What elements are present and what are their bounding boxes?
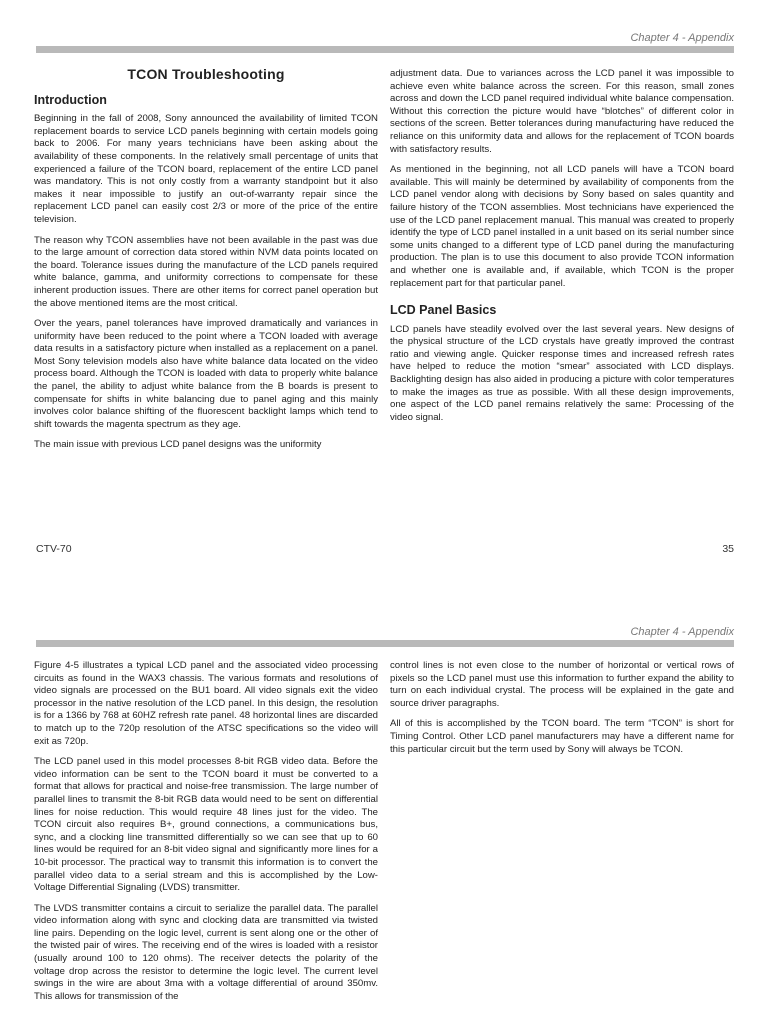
paragraph: The main issue with previous LCD panel designs was the uniformity [34,439,322,451]
paragraph: The LCD panel used in this model processes 8-bit RGB video data. Before the video information can be sent to the TCON board it must be converted to a format that allows for practical and noise-free transmission. The large number of parallel lines to transmit the 8-bit RGB data would need to be sent on differential lines for noise reduction. This would require 48 lines just for the video. The TCON circuit also requires B+, ground connections, a communications bus, sync, and a clocking line transmitted differentially so we can see that up to 60 lines would be required for an 8-bit video signal and significantly more lines for a 10-bit processor. The practical way to transmit this information is to convert the parallel video data to a serial stream and this is accomplished by the Low-Voltage Differential Signaling (LVDS) transmitter. [34,756,378,894]
paragraph: As mentioned in the beginning, not all LCD panels will have a TCON board available. This will mainly be determined by availability of components from the LCD panel vendor along with decisions by Sony based on sales quantity and failure history of the TCON assemblies. Most technicians have experienced the use of the LCD panel replacement manual. This manual was created to properly identify the type of LCD panel installed in a unit based on its serial number since some units changed to a different type of LCD panel during the manufacturing production. The plan is to use this document to also provide TCON information and whether one is available and, if available, which TCON is the proper replacement part for that particular panel. [390,164,734,289]
paragraph: All of this is accomplished by the TCON board. The term “TCON” is short for Timing Control. Other LCD panel manufacturers may have a different name for this particular circuit but the term used by Sony will always be TCON. [390,718,734,755]
paragraph: LCD panels have steadily evolved over the last several years. New designs of the physical structure of the LCD crystals have greatly improved the contrast ratio and viewing angle. Quicker response times and increased refresh rates have helped to reduce the motion “smear” associated with LCD displays. Backlighting design has also aided in producing a picture with color temperatures to make the images as true as possible. With all these design improvements, one aspect of the LCD panel remains relatively the same: Processing of the video signal. [390,323,734,423]
header-rule [36,46,734,53]
paragraph: adjustment data. Due to variances across the LCD panel it was impossible to achieve even white balance across the screen. For this reason, small zones across and down the LCD panel required individual white balance compensation. Without this correction the picture would have “blotches” of different color in sections of the screen. Better tolerances during manufacturing have reduced the reliance on this uniformity data and allows for the replacement of TCON boards with satisfactory results. [390,68,734,155]
section-heading-introduction: Introduction [34,92,107,107]
paragraph: Over the years, panel tolerances have improved dramatically and variances in uniformity have been reduced to the point where a TCON loaded with average data results in a satisfactory picture when installed as a replacement on a panel. Most Sony television models also have white balance data located on the video process board. Although the TCON is loaded with data to properly white balance the panel, the ability to adjust white balance from the B boards is present to compensate for shifts in white balancing due to panel aging and this mainly involves color balance shifting of the fluorescent backlight lamps which tend to shift towards the magenta spectrum as they age. [34,318,378,430]
paragraph: Beginning in the fall of 2008, Sony announced the availability of limited TCON replacement boards to service LCD panels beginning with certain models going back to 2006. For many years technicians have been asking about the availability of these components. In the relatively small percentage of units that experienced a failure of the TCON board, replacement of the entire LCD panel was mandatory. This is not only costly from a warranty standpoint but it also makes it near impossible to justify an out-of-warranty repair since the replacement LCD panel can easily cost 2/3 or more of the price of the entire television. [34,113,378,225]
right-column [390,660,734,764]
right-column [390,68,734,432]
header-rule [36,640,734,647]
paragraph: The reason why TCON assemblies have not been available in the past was due to the large amount of correction data stored within NVM data points located on the board. Tolerance issues during the manufacture of the LCD panels required white balance, gamma, and uniformity corrections to compensate for these inherent production issues. There are other items for correct panel operation but the above mentioned items are the most critical. [34,234,378,309]
left-column [34,660,378,1011]
paragraph: control lines is not even close to the number of horizontal or vertical rows of pixels so the LCD panel must use this information to further expand the ability to turn on each individual crystal. The process will be explained in the gate and source driver paragraphs. [390,660,734,709]
paragraph: The LVDS transmitter contains a circuit to serialize the parallel data. The parallel video information along with sync and clocking data are transmitted via twisted line pairs. Depending on the logic level, current is sent along one or the other of the twisted pair of wires. The receiving end of the wires is loaded with a resistor (usually around 100 to 120 ohms). The receiver detects the polarity of the voltage drop across the resistor to determine the logic level. The current level swings in the wire are about 3ma with a voltage differential of around 350mv. This allows for transmission of the [34,902,378,1002]
footer-doc-id: CTV-70 [36,543,72,555]
section-heading-lcd-panel-basics: LCD Panel Basics [390,303,497,318]
page-title: TCON Troubleshooting [127,66,285,82]
chapter-header: Chapter 4 - Appendix [630,626,734,638]
paragraph: Figure 4-5 illustrates a typical LCD panel and the associated video processing circuits as found in the WAX3 chassis. The various formats and resolutions of video signals are processed on the BU1 board. All video signals exit the video processor in the native resolution of the LCD panel. In this design, the resolution is for a 1366 by 768 at 60HZ refresh rate panel. 48 horizontal lines are discarded to match up to the 720p resolution of the ATSC specifications so the video will exit as 720p. [34,660,378,747]
chapter-header: Chapter 4 - Appendix [630,32,734,44]
left-column [34,68,378,460]
footer-page-number: 35 [722,543,734,555]
